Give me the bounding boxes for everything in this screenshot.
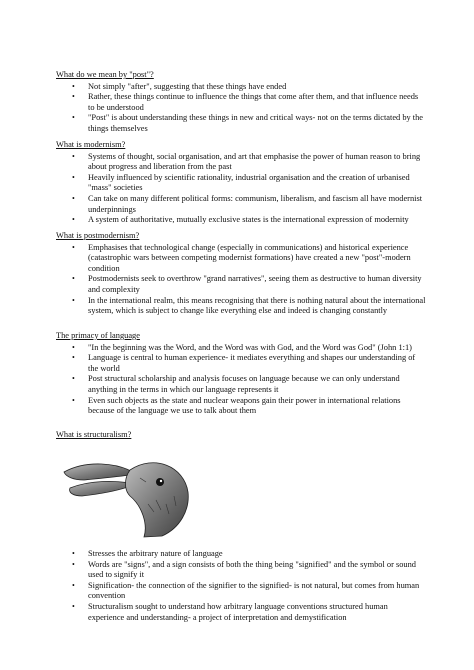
bullet-icon: •: [72, 580, 75, 590]
bullet-icon: •: [72, 295, 75, 305]
list-item: • Heavily influenced by scientific rationality, industrial organisation and the creation of urbanised "mass" societies: [72, 172, 410, 193]
list-item: • Even such objects as the state and nuclear weapons gain their power in international relations because of the language we use to talk about them: [72, 395, 401, 416]
list-item: • Systems of thought, social organisation, and art that emphasise the power of human reason to bring about progress and liberation from the past: [72, 151, 421, 172]
bullet-icon: •: [72, 353, 75, 363]
bullet-icon: •: [72, 395, 75, 405]
section-structuralism: [56, 430, 426, 442]
list-item: • Structuralism sought to understand how arbitrary language conventions structured human experience and understanding- a project of interpretation and demystification: [72, 601, 388, 622]
bullet-icon: •: [72, 342, 75, 352]
bullet-icon: •: [72, 374, 75, 384]
bullet-icon: •: [72, 172, 75, 182]
section-modernism: [56, 140, 426, 226]
list-item: • Signification- the connection of the signifier to the signified- is not natural, but comes from human convention: [72, 580, 420, 601]
bullet-icon: •: [72, 81, 75, 91]
list-item: • In the international realm, this means recognising that there is nothing natural about the international system, which is subject to change like everything else and indeed is changing constantly: [72, 295, 426, 316]
bullet-icon: •: [72, 151, 75, 161]
bullet-icon: •: [72, 549, 75, 558]
bullet-icon: •: [72, 193, 75, 203]
list-item: • Not simply "after", suggesting that these things have ended: [72, 81, 287, 91]
section-heading: What is postmodernism?: [56, 231, 140, 240]
list-item: • Rather, these things continue to influence the things that come after them, and that influence needs to be understood: [72, 92, 419, 112]
section-post: [56, 70, 426, 135]
section-postmodernism: [56, 231, 426, 317]
bullet-icon: •: [72, 274, 75, 284]
list-item: • A system of authoritative, mutually exclusive states is the international expression of modernity: [72, 215, 409, 225]
list-item: • Stresses the arbitrary nature of language: [72, 549, 223, 558]
list-item: • Postmodernists seek to overthrow "grand narratives", seeing them as destructive to human diversity and complexity: [72, 274, 422, 294]
section-heading: The primacy of language: [56, 331, 140, 340]
bullet-icon: •: [72, 113, 75, 123]
section-structuralism-points: [56, 549, 426, 623]
duck-rabbit-illusion-icon: [56, 444, 196, 540]
section-heading: What is structuralism?: [56, 430, 132, 439]
list-item: • Post structural scholarship and analysis focuses on language because we can only understand anything in the terms in which our language represents it: [72, 374, 400, 394]
bullet-icon: •: [72, 242, 75, 252]
bullet-icon: •: [72, 92, 75, 102]
section-heading: What do we mean by "post"?: [56, 70, 154, 79]
list-item: • Words are "signs", and a sign consists of both the thing being "signified" and the symbol or sound used to signify it: [72, 559, 416, 580]
section-heading: What is modernism?: [56, 140, 126, 149]
list-item: • Can take on many different political forms: communism, liberalism, and fascism all have modernist underpinnings: [72, 193, 423, 214]
bullet-icon: •: [72, 559, 75, 569]
bullet-list: [56, 343, 426, 417]
bullet-list: [56, 82, 426, 135]
bullet-list: [56, 243, 426, 317]
bullet-icon: •: [72, 215, 75, 225]
list-item: • Emphasises that technological change (especially in communications) and historical experience (catastrophic wars between competing modernist formations) have created a new "post"-modern condition: [72, 242, 411, 273]
list-item: • Language is central to human experience- it mediates everything and shapes our understanding of the world: [72, 353, 416, 373]
list-item: • "In the beginning was the Word, and the Word was with God, and the Word was God" (John 1:1): [72, 342, 412, 352]
list-item: • "Post" is about understanding these things in new and critical ways- not on the terms dictated by the things themselves: [72, 113, 424, 133]
section-primacy-of-language: [56, 331, 426, 417]
bullet-list: [56, 152, 426, 226]
bullet-icon: •: [72, 601, 75, 611]
bullet-list: [56, 549, 426, 623]
